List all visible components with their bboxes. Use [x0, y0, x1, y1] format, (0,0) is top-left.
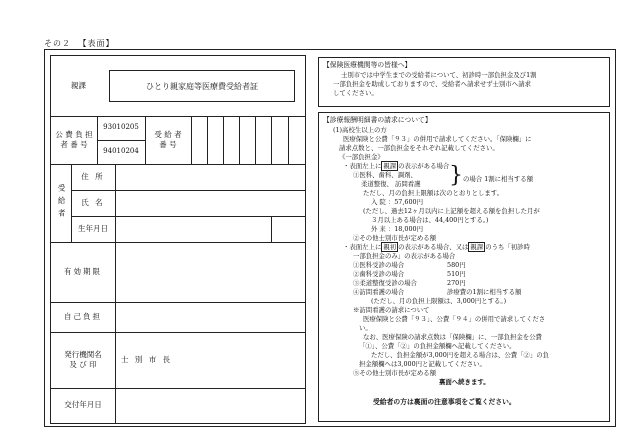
face-label: 【表面】 [78, 39, 115, 48]
notice2-title: 【診療報酬明細書の請求について】 [323, 116, 432, 124]
text-line: 請求点数と、一部負担金をそれぞれ記載してください。 [339, 144, 499, 152]
text-line: 担金額欄へは3,000円と記載してください。 [359, 360, 486, 368]
beneficiary-group-label: 受給者 [57, 184, 67, 222]
rate-value: 510円 [447, 270, 466, 278]
mark-oyasho: 親初 [383, 243, 397, 251]
sub-heading: ※訪問看護の請求について [353, 306, 430, 314]
rate-value: 診療費の1割に相当する額 [447, 288, 522, 296]
issue-date-label: 交付年月日 [64, 400, 102, 410]
validity-label: 有効期限 [64, 266, 102, 276]
text-line: ただし、月の負担上限額は次のとおりとします。 [363, 189, 504, 197]
text-line: い。 [359, 324, 372, 332]
rate-label: ①医科受診の場合 [353, 261, 405, 269]
text-line: 医療保険と公費「９３」の併用で請求してください。「保険欄」に [343, 135, 532, 143]
page-label: その２ [44, 39, 71, 48]
text-line: 入 院 ：57,600円 [371, 198, 423, 206]
text-line: 医療保険と公費「９３」、公費「９４」の併用で請求してくださ [363, 315, 546, 323]
text-line: ３月以上ある場合は、44,400円とする。) [371, 216, 489, 224]
recipient-number-label: 受 給 者 番 号 [154, 129, 182, 149]
text-line: ⑤その他士別市長が定める額 [353, 369, 437, 377]
payer-number-2: 94010204 [103, 147, 139, 156]
issuer-value: 士 別 市 長 [121, 354, 173, 364]
text-line: なお、医療保険の請求点数は「保険欄」に、一部負担金を公費 [363, 333, 542, 341]
text-line: (ただし、過去12ヶ月以内に上記額を超える額を負担した月が [363, 207, 540, 215]
text-line: 外 来 ：18,000円 [371, 225, 423, 233]
address-label: 住 所 [81, 171, 105, 181]
page-header [44, 38, 115, 49]
notice-medical-institutions [318, 57, 610, 107]
brace-icon: } [449, 163, 463, 188]
footer-note: 受給者の方は裏面の注意事項をご覧ください。 [373, 398, 516, 406]
rate-value: 580円 [447, 261, 466, 269]
certificate-title: ひとり親家庭等医療費受給者証 [109, 70, 295, 102]
continued-note: 裏面へ続きます。 [439, 378, 490, 386]
rate-label: ③柔道整復受診の場合 [353, 279, 417, 287]
text-line: ただし、負担金額が3,000円を超える場合は、公費「②」の負 [371, 351, 550, 359]
section-heading: (1)高校生以上の方 [333, 126, 387, 134]
sub-heading: 《一部負担金》 [339, 153, 384, 161]
kind-label: 親課 [71, 80, 86, 90]
text-line: ①医科、歯科、調剤、 [353, 171, 417, 179]
rate-label: ④訪問看護の場合 [353, 288, 405, 296]
notice1-title: 【保険医療機関等の皆様へ】 [323, 61, 412, 69]
certificate-card [50, 55, 306, 424]
bullet-line: ・表面左上に 親課 の表示がある場合 [343, 162, 450, 170]
bullet-line: ・表面左上に 親初 の表示がある場合、又は 親課 のうち「初診時 [343, 243, 530, 251]
text-line: 一部負担金のみ」の表示がある場合 [353, 252, 456, 260]
text-line: の場合 1割に相当する額 [463, 175, 534, 183]
payer-number-label: 公 費 負 担 者 番 号 [55, 129, 93, 149]
notice1-line: 士別市では中学生までの受給者について、初診時一部負担金及び1割 [341, 71, 537, 79]
text-line: ②その他士別市長が定める額 [353, 234, 437, 242]
notice1-line: してください。 [333, 89, 378, 97]
notice-claims [318, 112, 610, 422]
notice1-line: 一部負担金を助成しておりますので、受給者へ請求せず士別市へ請求 [333, 80, 531, 88]
rate-label: ②歯科受診の場合 [353, 270, 405, 278]
payer-number-1: 93010205 [103, 123, 139, 132]
mark-oya: 親課 [383, 162, 397, 170]
text-line: 柔道整復、 訪問看護 [361, 180, 421, 188]
text-line: (ただし、月の負担上限額は、3,000円とする。) [371, 297, 507, 305]
text-line: 「①」、公費「②」の負担金額欄へ記載してください。 [359, 342, 516, 350]
copay-label: 自己負担 [64, 311, 102, 321]
issuer-label: 発行機関名 及 び 印 [64, 349, 102, 369]
mark-oya: 親課 [470, 243, 484, 251]
rate-value: 270円 [447, 279, 466, 287]
name-label: 氏 名 [81, 197, 105, 207]
birthdate-label: 生年月日 [78, 223, 108, 233]
